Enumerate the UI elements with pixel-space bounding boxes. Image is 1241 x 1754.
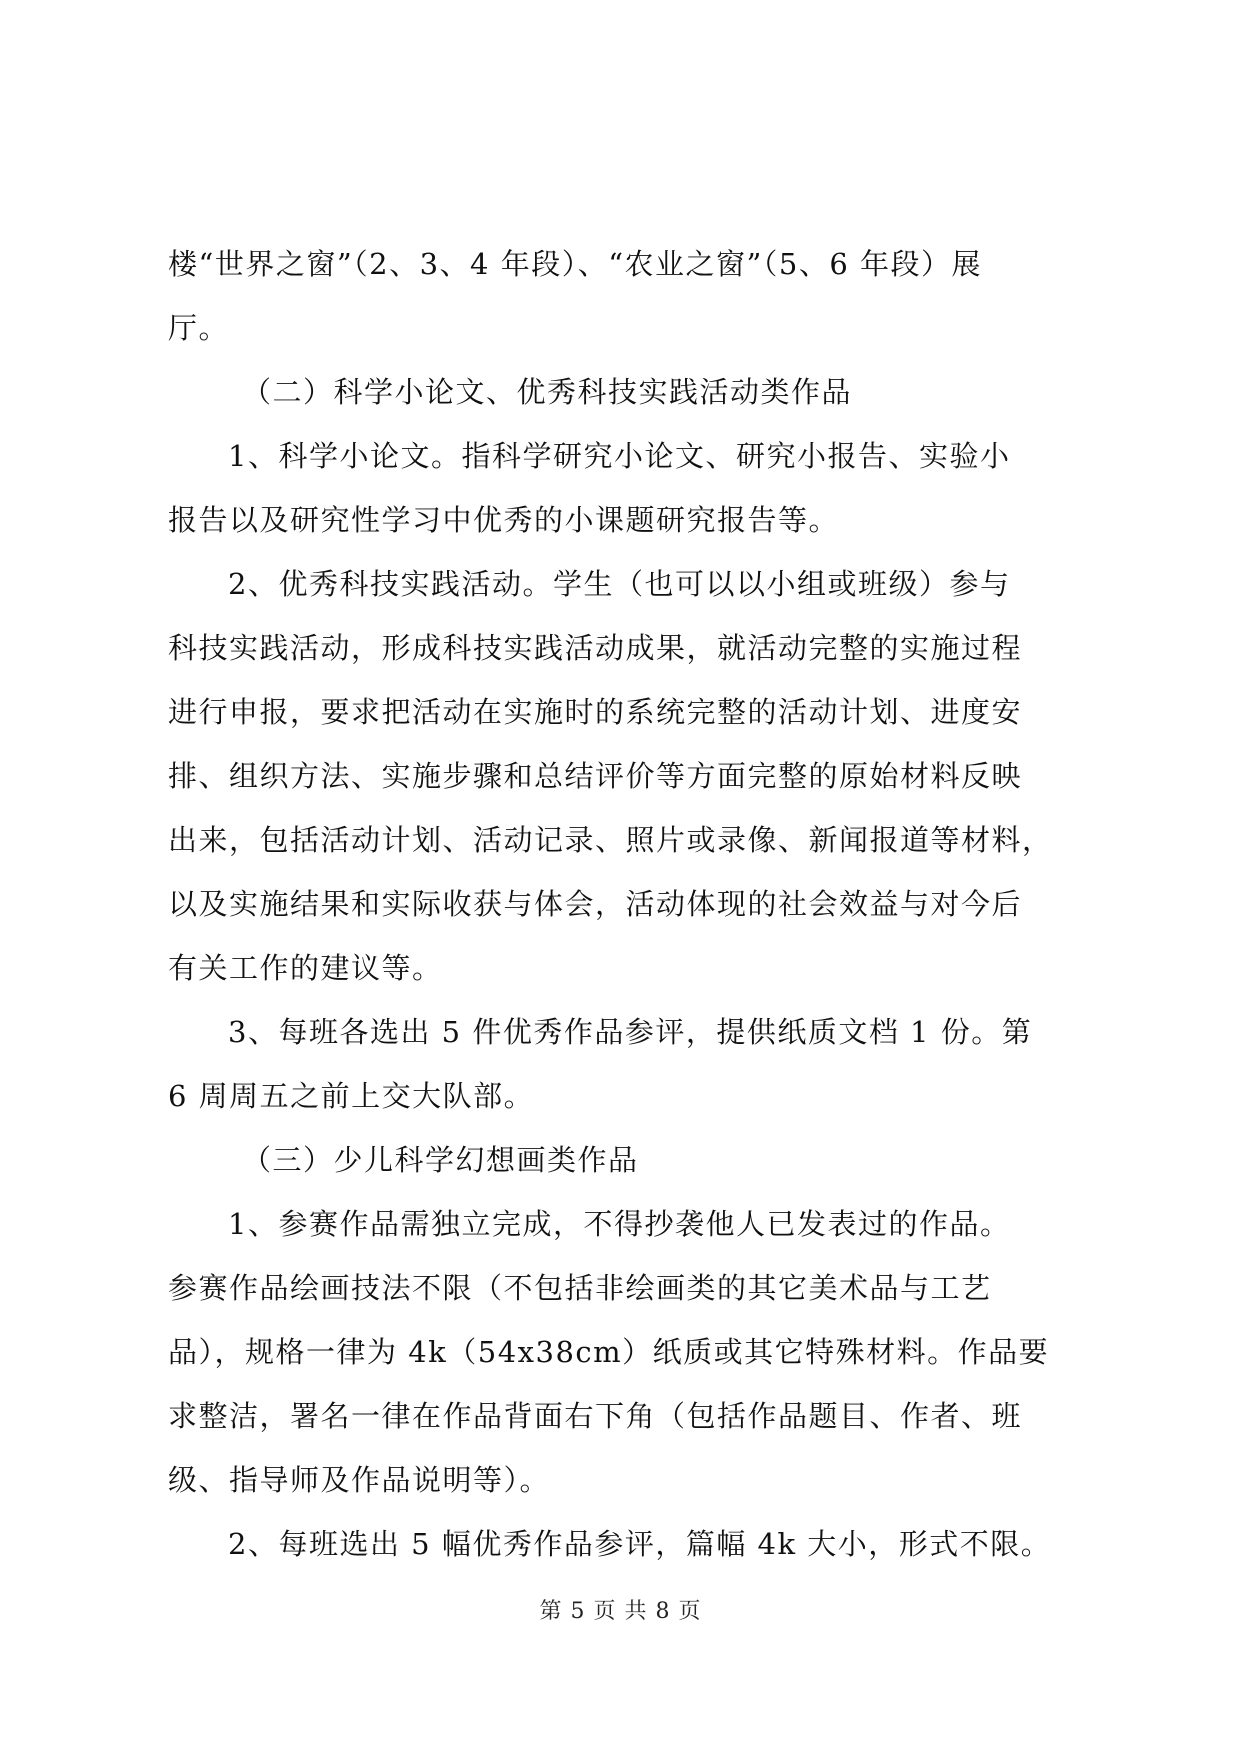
text-line: 进行申报，要求把活动在实施时的系统完整的活动计划、进度安 — [168, 695, 1023, 729]
text-line: 1、科学小论文。指科学研究小论文、研究小报告、实验小 — [228, 439, 1011, 473]
paragraph-exhibit-halls — [168, 232, 1088, 360]
paragraph-painting-rules — [168, 1192, 1088, 1512]
section-heading-papers-activities — [168, 360, 1088, 424]
text-line: 3、每班各选出 5 件优秀作品参评，提供纸质文档 1 份。第 — [228, 1015, 1033, 1049]
text-line: 科技实践活动，形成科技实践活动成果，就活动完整的实施过程 — [168, 631, 1023, 665]
paragraph-practice-activities — [168, 552, 1088, 1000]
text-line: 1、参赛作品需独立完成，不得抄袭他人已发表过的作品。 — [228, 1207, 1011, 1241]
text-line: 排、组织方法、实施步骤和总结评价等方面完整的原始材料反映 — [168, 759, 1023, 793]
text-line: 报告以及研究性学习中优秀的小课题研究报告等。 — [168, 503, 840, 537]
text-line: 级、指导师及作品说明等）。 — [168, 1463, 551, 1497]
paragraph-painting-selection — [168, 1512, 1088, 1576]
text-line: 楼“世界之窗”（2、3、4 年段）、“农业之窗”（5、6 年段）展 — [168, 247, 982, 281]
text-line: 有关工作的建议等。 — [168, 951, 443, 985]
document-body — [168, 232, 1088, 1576]
text-line: （三）少儿科学幻想画类作品 — [242, 1143, 639, 1177]
text-line: 求整洁，署名一律在作品背面右下角（包括作品题目、作者、班 — [168, 1399, 1023, 1433]
page-number-footer: 第 5 页 共 8 页 — [539, 1599, 702, 1624]
text-line: 厅。 — [168, 311, 230, 345]
text-line: 6 周周五之前上交大队部。 — [168, 1079, 535, 1113]
text-line: 2、优秀科技实践活动。学生（也可以以小组或班级）参与 — [228, 567, 1011, 601]
paragraph-science-papers — [168, 424, 1088, 552]
text-line: 参赛作品绘画技法不限（不包括非绘画类的其它美术品与工艺 — [168, 1271, 992, 1305]
paragraph-class-selection — [168, 1000, 1088, 1128]
section-heading-fantasy-paintings — [168, 1128, 1088, 1192]
text-line: 以及实施结果和实际收获与体会，活动体现的社会效益与对今后 — [168, 887, 1023, 921]
text-line: 2、每班选出 5 幅优秀作品参评，篇幅 4k 大小，形式不限。 — [228, 1527, 1052, 1561]
text-line: （二）科学小论文、优秀科技实践活动类作品 — [242, 375, 853, 409]
text-line: 出来，包括活动计划、活动记录、照片或录像、新闻报道等材料， — [168, 823, 1053, 857]
text-line: 品），规格一律为 4k（54x38cm）纸质或其它特殊材料。作品要 — [168, 1335, 1050, 1369]
